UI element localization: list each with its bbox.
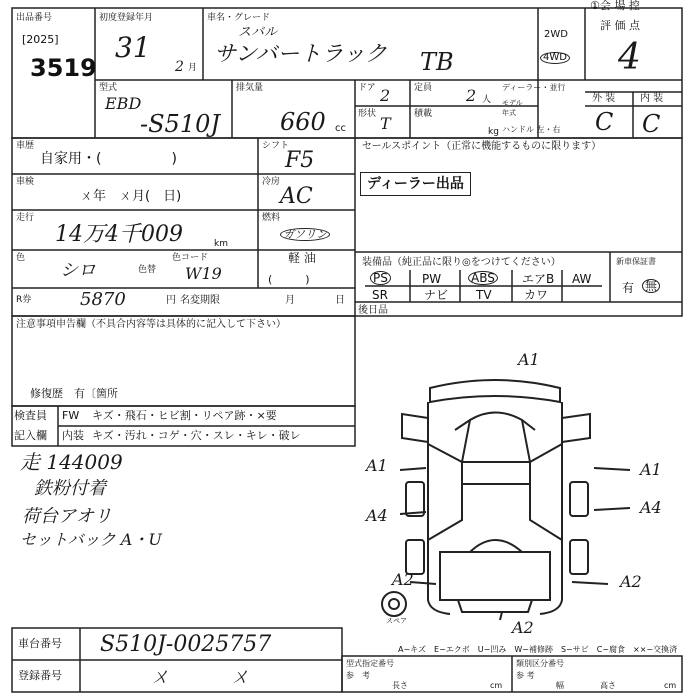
lot-label: 出品番号 [16,13,53,23]
type-designation-label: 型式指定番号 [346,659,394,668]
sales-point-label: セールスポイント（正常に機能するものに限ります） [362,141,602,152]
width-label: 幅 [556,681,564,690]
mileage-label: 走行 [16,213,35,223]
lot-number: 3519 [30,54,97,82]
fuel-label: 燃料 [262,213,281,223]
chassis-label: 車台番号 [18,637,62,650]
model-prefix: EBD [105,94,142,113]
model-type-label: 型式 [99,83,118,93]
damage-mark-left-front: A1 [366,456,388,475]
month-label: 月 [285,295,295,306]
note-line-1: 走 144009 [20,450,123,474]
first-reg-month-unit: 月 [188,63,198,73]
load-label: 積載 [414,109,433,119]
ref-label-2: 参 考 [516,671,535,680]
recycle-label: R券 [16,295,32,305]
ac-label: 冷房 [262,177,281,187]
recycle-value: 5870 [80,289,126,310]
warranty-yes: 有 [622,281,635,295]
color-code-label: 色コード [172,253,209,263]
shift-label: シフト [262,141,290,151]
warranty-label: 新車保証書 [616,257,656,266]
post-fit-label: 後日品 [358,305,388,316]
equip-sr: SR [372,288,388,302]
fw-items: キズ・飛石・ヒビ割・リペア跡・×要 [92,409,277,422]
displacement-unit: cc [335,123,346,134]
dealer-label: ディーラー・並行 [502,83,566,92]
spare-label: スペア [386,617,407,625]
shape-value: T [380,114,391,133]
load-unit: kg [488,127,499,137]
tone-label: 色替 [138,265,157,275]
history-value: 自家用・( ) [40,151,177,167]
model-year-unit: 年式 [502,109,516,117]
inspection-label: 車検 [16,177,35,187]
equip-aw: AW [572,272,592,286]
damage-mark-right-front: A1 [640,460,662,479]
chassis-number: S510J-0025757 [100,632,272,657]
handle-label: ハンドル 左・右 [502,125,561,134]
reg-number: ㄨ ㄨ [150,664,250,688]
interior-label: 内 装 [640,93,664,104]
history-label: 車歴 [16,141,35,151]
mileage-value: 14万4千009 [55,222,183,247]
capacity-label: 定員 [414,83,433,93]
score-value: 4 [618,37,641,78]
damage-mark-left-mid: A4 [366,506,388,525]
height-label: 高さ [600,681,616,690]
name-grade-label: 車名・グレード [207,13,271,23]
shape-label: 形状 [358,109,377,119]
model-year-label: モデル [502,99,523,107]
grade-name: TB [420,48,454,76]
fuel-other-bracket: ( ) [268,273,310,286]
equipment-label: 装備品（純正品に限り◎をつけてください） [362,257,561,268]
exterior-label: 外 装 [592,93,616,104]
note-line-2: 鉄粉付着 [34,478,106,499]
entry-label: 記入欄 [14,429,47,442]
score-label: 評 価 点 [600,19,640,32]
damage-mark-right-mid: A4 [640,498,662,517]
color-code-value: W19 [185,264,222,283]
recycle-unit: 円 [166,295,176,306]
maker-name: スバル [238,25,278,40]
inspector-label: 検査員 [14,409,47,422]
dealer-stamp: ディーラー出品 [360,172,471,196]
reg-label: 登録番号 [18,669,62,682]
fuel-diesel: 軽 油 [288,251,316,265]
model-code: -S510J [140,110,220,138]
interior-check-label: 内装 [62,429,84,442]
displacement-label: 排気量 [236,83,264,93]
displacement-value: 660 [280,108,326,136]
equip-airbag: エアB [522,272,555,286]
exterior-grade: C [595,108,614,136]
fw-label: FW [62,409,80,422]
lot-year: [2025] [22,33,59,46]
length-label: 長さ [392,681,408,690]
damage-mark-right-rear: A2 [620,572,642,591]
length-unit: cm [490,681,503,690]
interior-items: キズ・汚れ・コゲ・穴・スレ・キレ・破レ [92,429,301,442]
first-reg-year: 31 [115,31,151,64]
repair-history-label: 修復歴 有〔箇所 [30,387,118,400]
damage-legend: A−キズ E−エクボ U−凹み W−補修跡 S−サビ C−腐食 ××−交換済 [398,645,678,654]
model-name: サンバートラック [214,42,387,67]
caution-label: 注意事項申告欄（不具合内容等は具体的に記入して下さい） [16,319,286,330]
capacity-value: 2 [466,86,477,105]
damage-mark-left-rear: A2 [392,570,414,589]
door-value: 2 [380,86,391,105]
equip-leather: カワ [524,288,549,302]
first-reg-month: 2 [175,59,184,75]
interior-grade: C [642,110,661,138]
fuel-gasoline: ガソリン [280,228,330,241]
mileage-unit: km [214,239,228,249]
damage-mark-front: A1 [518,350,540,369]
door-label: ドア [358,83,376,93]
damage-mark-rear: A2 [512,618,534,637]
equip-abs: ABS [468,271,498,285]
equip-tv: TV [476,288,492,302]
venue-note: ①会 場 控 [590,0,640,12]
color-value: シロ [60,260,96,281]
note-line-3: 荷台アオリ [22,506,112,527]
capacity-unit: 人 [482,95,492,105]
ac-value: AC [280,184,313,209]
ref-label: 参 考 [346,671,370,680]
first-reg-label: 初度登録年月 [99,13,154,23]
equip-pw: PW [422,272,442,286]
category-label: 類別区分番号 [516,659,564,668]
height-unit: cm [664,681,677,690]
equip-ps: PS [370,271,391,285]
inspection-value: ㄨ年 ㄨ月( 日) [80,189,182,204]
day-label: 日 [335,295,345,306]
equip-navi: ナビ [424,288,449,302]
shift-value: F5 [285,148,315,173]
name-change-label: 名変期限 [180,295,220,306]
note-line-4: セットバック A・U [20,530,162,549]
color-label: 色 [16,253,26,263]
warranty-no: 無 [642,279,660,293]
drive-2wd: 2WD [544,29,568,40]
drive-4wd: 4WD [540,52,570,64]
